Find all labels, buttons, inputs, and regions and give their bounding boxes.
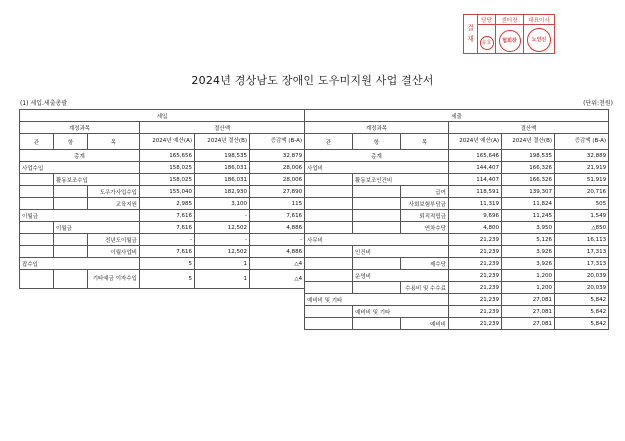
table-row xyxy=(20,270,305,289)
cell-diff: 20,039 xyxy=(555,270,609,282)
cell-mok: 급여 xyxy=(401,186,449,198)
cell-budget: 2,985 xyxy=(140,198,195,210)
cell-diff: 28,006 xyxy=(250,162,305,174)
table-row xyxy=(20,186,305,198)
expense-gwan-header: 관 xyxy=(305,134,353,150)
revenue-mok-header: 목 xyxy=(88,134,140,150)
cell-gwan xyxy=(20,234,54,246)
cell-budget: - xyxy=(140,234,195,246)
cell-budget: 4,800 xyxy=(449,222,502,234)
cell-diff: 4,886 xyxy=(250,246,305,258)
cell-settle: - xyxy=(195,210,250,222)
cell-gwan xyxy=(20,198,54,210)
cell-diff: - xyxy=(250,234,305,246)
cell-gwan: 사무비 xyxy=(305,234,449,246)
cell-budget: 21,239 xyxy=(449,318,502,330)
cell-settle: 3,950 xyxy=(502,222,555,234)
cell-hang xyxy=(54,270,88,289)
revenue-settle-header: 2024년 결산(B) xyxy=(195,134,250,150)
cell-hang: 활동보조수입 xyxy=(54,174,140,186)
cell-gwan: 사업수입 xyxy=(20,162,140,174)
cell-settle: 11,245 xyxy=(502,210,555,222)
cell-budget: 158,025 xyxy=(140,162,195,174)
cell-hang xyxy=(353,318,401,330)
cell-gwan xyxy=(305,198,353,210)
cell-settle: 27,081 xyxy=(502,318,555,330)
cell-budget: 21,239 xyxy=(449,282,502,294)
cell-mok: 연차수당 xyxy=(401,222,449,234)
cell-diff: 5,842 xyxy=(555,306,609,318)
cell-mok: 수용비 및 수수료 xyxy=(401,282,449,294)
cell-hang: 인건비 xyxy=(353,246,449,258)
cell-hang: 이월금 xyxy=(54,222,140,234)
revenue-diff-header: 증감액 (B-A) xyxy=(250,134,305,150)
cell-gwan xyxy=(20,246,54,258)
revenue-hang-header: 항 xyxy=(54,134,88,150)
table-row xyxy=(20,162,305,174)
cell-diff: 28,006 xyxy=(250,174,305,186)
table-row xyxy=(20,246,305,258)
expense-total-diff: 32,889 xyxy=(555,150,609,162)
cell-budget: 11,319 xyxy=(449,198,502,210)
cell-gwan: 예비비 및 기타 xyxy=(305,294,449,306)
cell-budget: 155,040 xyxy=(140,186,195,198)
cell-settle: 5,126 xyxy=(502,234,555,246)
cell-settle: 12,502 xyxy=(195,246,250,258)
cell-hang xyxy=(54,186,88,198)
cell-mok: 이월사업비 xyxy=(88,246,140,258)
table-row xyxy=(305,282,609,294)
cell-hang xyxy=(353,258,401,270)
cell-settle: 166,326 xyxy=(502,162,555,174)
table-row xyxy=(305,210,609,222)
cell-gwan xyxy=(305,318,353,330)
cell-budget: 7,616 xyxy=(140,246,195,258)
cell-gwan xyxy=(305,270,353,282)
cell-diff: 5,842 xyxy=(555,294,609,306)
cell-gwan xyxy=(305,258,353,270)
cell-settle: 3,926 xyxy=(502,246,555,258)
cell-settle: 139,307 xyxy=(502,186,555,198)
cell-settle: 27,081 xyxy=(502,306,555,318)
table-row xyxy=(20,210,305,222)
approval-header-ceo: 대표이사 xyxy=(524,15,555,25)
cell-diff: △4 xyxy=(250,258,305,270)
cell-mok: 제수당 xyxy=(401,258,449,270)
table-row xyxy=(305,222,609,234)
cell-diff: 51,919 xyxy=(555,174,609,186)
cell-gwan xyxy=(305,246,353,258)
cell-hang xyxy=(353,210,401,222)
expense-amount-header: 결산액 xyxy=(449,122,609,134)
unit-label: (단위:천원) xyxy=(583,100,613,107)
cell-diff: 27,890 xyxy=(250,186,305,198)
expense-total-label: 총계 xyxy=(305,150,449,162)
cell-diff: 17,313 xyxy=(555,246,609,258)
cell-hang xyxy=(353,282,401,294)
cell-mok: 도우가사업수입 xyxy=(88,186,140,198)
cell-hang xyxy=(353,222,401,234)
table-row xyxy=(20,198,305,210)
table-row xyxy=(305,258,609,270)
cell-settle: 1,200 xyxy=(502,270,555,282)
cell-settle: 3,100 xyxy=(195,198,250,210)
revenue-account-header: 계정과목 xyxy=(20,122,140,134)
cell-gwan: 사업비 xyxy=(305,162,449,174)
cell-diff: 1,549 xyxy=(555,210,609,222)
director-seal: 협회장 xyxy=(499,30,521,52)
table-row xyxy=(305,186,609,198)
cell-hang xyxy=(54,198,88,210)
revenue-total-settle: 198,535 xyxy=(195,150,250,162)
cell-budget: 7,616 xyxy=(140,222,195,234)
cell-diff: △850 xyxy=(555,222,609,234)
table-row xyxy=(20,222,305,234)
cell-gwan xyxy=(20,270,54,289)
cell-gwan xyxy=(305,222,353,234)
table-row xyxy=(305,246,609,258)
cell-mok: 전년도이월금 xyxy=(88,234,140,246)
cell-diff: 4,886 xyxy=(250,222,305,234)
revenue-budget-header: 2024년 예산(A) xyxy=(140,134,195,150)
cell-diff: △4 xyxy=(250,270,305,289)
cell-hang xyxy=(54,234,88,246)
table-row xyxy=(20,234,305,246)
table-row xyxy=(20,258,305,270)
cell-gwan: 잡수입 xyxy=(20,258,140,270)
cell-budget: 21,239 xyxy=(449,306,502,318)
cell-hang: 활동보조인건비 xyxy=(353,174,449,186)
cell-diff: 20,716 xyxy=(555,186,609,198)
revenue-table xyxy=(19,109,305,289)
section-subtitle: (1) 세입.세출총괄 xyxy=(20,100,68,107)
cell-settle: 166,326 xyxy=(502,174,555,186)
ceo-seal: 노인신 xyxy=(527,28,551,52)
cell-diff: 21,919 xyxy=(555,162,609,174)
cell-settle: 3,926 xyxy=(502,258,555,270)
cell-gwan xyxy=(305,186,353,198)
cell-diff: 505 xyxy=(555,198,609,210)
cell-budget: 7,616 xyxy=(140,210,195,222)
table-row xyxy=(305,234,609,246)
cell-settle: 1 xyxy=(195,258,250,270)
cell-settle: 11,824 xyxy=(502,198,555,210)
cell-budget: 118,591 xyxy=(449,186,502,198)
table-row xyxy=(305,318,609,330)
cell-hang xyxy=(353,198,401,210)
cell-diff: 20,039 xyxy=(555,282,609,294)
table-row xyxy=(305,162,609,174)
table-row xyxy=(305,306,609,318)
revenue-total-diff: 32,879 xyxy=(250,150,305,162)
expense-mok-header: 목 xyxy=(401,134,449,150)
cell-budget: 21,239 xyxy=(449,258,502,270)
cell-budget: 5 xyxy=(140,270,195,289)
cell-hang xyxy=(353,186,401,198)
cell-settle: 12,502 xyxy=(195,222,250,234)
cell-budget: 144,407 xyxy=(449,162,502,174)
revenue-amount-header: 결산액 xyxy=(140,122,305,134)
cell-budget: 21,239 xyxy=(449,246,502,258)
expense-section-header: 세출 xyxy=(305,110,609,122)
cell-hang: 운영비 xyxy=(353,270,449,282)
table-row xyxy=(305,198,609,210)
cell-mok: 퇴직적립금 xyxy=(401,210,449,222)
cell-budget: 158,025 xyxy=(140,174,195,186)
revenue-gwan-header: 관 xyxy=(20,134,54,150)
cell-settle: 186,031 xyxy=(195,174,250,186)
cell-gwan xyxy=(20,222,54,234)
cell-gwan: 이월금 xyxy=(20,210,140,222)
cell-gwan xyxy=(305,210,353,222)
cell-settle: - xyxy=(195,234,250,246)
approval-box xyxy=(463,14,555,54)
cell-gwan xyxy=(305,282,353,294)
cell-diff: 5,842 xyxy=(555,318,609,330)
expense-budget-header: 2024년 예산(A) xyxy=(449,134,502,150)
expense-table xyxy=(304,109,609,330)
cell-diff: 7,616 xyxy=(250,210,305,222)
cell-mok: 사회보험부담금 xyxy=(401,198,449,210)
approval-label: 결재 xyxy=(464,15,478,54)
revenue-section-header: 세입 xyxy=(20,110,305,122)
revenue-total-budget: 165,656 xyxy=(140,150,195,162)
cell-settle: 27,081 xyxy=(502,294,555,306)
cell-settle: 1,200 xyxy=(502,282,555,294)
cell-mok: 기타예금 이자수입 xyxy=(88,270,140,289)
cell-diff: 16,113 xyxy=(555,234,609,246)
table-row xyxy=(305,174,609,186)
cell-diff: 17,313 xyxy=(555,258,609,270)
cell-diff: 115 xyxy=(250,198,305,210)
cell-gwan xyxy=(20,174,54,186)
expense-account-header: 계정과목 xyxy=(305,122,449,134)
cell-hang: 예비비 및 기타 xyxy=(353,306,449,318)
cell-gwan xyxy=(305,174,353,186)
cell-budget: 9,696 xyxy=(449,210,502,222)
cell-gwan xyxy=(305,306,353,318)
approval-header-director: 센터장 xyxy=(496,15,524,25)
cell-budget: 21,239 xyxy=(449,294,502,306)
cell-settle: 186,031 xyxy=(195,162,250,174)
table-row xyxy=(305,270,609,282)
revenue-total-label: 총계 xyxy=(20,150,140,162)
cell-gwan xyxy=(20,186,54,198)
expense-total-settle: 198,535 xyxy=(502,150,555,162)
table-row xyxy=(20,174,305,186)
cell-budget: 21,239 xyxy=(449,270,502,282)
staff-stamp: 유호 xyxy=(480,36,494,50)
cell-budget: 114,407 xyxy=(449,174,502,186)
cell-hang xyxy=(54,246,88,258)
cell-settle: 182,930 xyxy=(195,186,250,198)
expense-total-budget: 165,646 xyxy=(449,150,502,162)
document-title: 2024년 경상남도 장애인 도우미지원 사업 결산서 xyxy=(191,74,434,87)
cell-mok: 교육지원 xyxy=(88,198,140,210)
expense-settle-header: 2024년 결산(B) xyxy=(502,134,555,150)
table-row xyxy=(305,294,609,306)
cell-mok: 예비비 xyxy=(401,318,449,330)
approval-header-staff: 담당 xyxy=(478,15,496,25)
cell-settle: 1 xyxy=(195,270,250,289)
expense-hang-header: 항 xyxy=(353,134,401,150)
cell-budget: 21,239 xyxy=(449,234,502,246)
cell-budget: 5 xyxy=(140,258,195,270)
expense-diff-header: 증감액 (B-A) xyxy=(555,134,609,150)
